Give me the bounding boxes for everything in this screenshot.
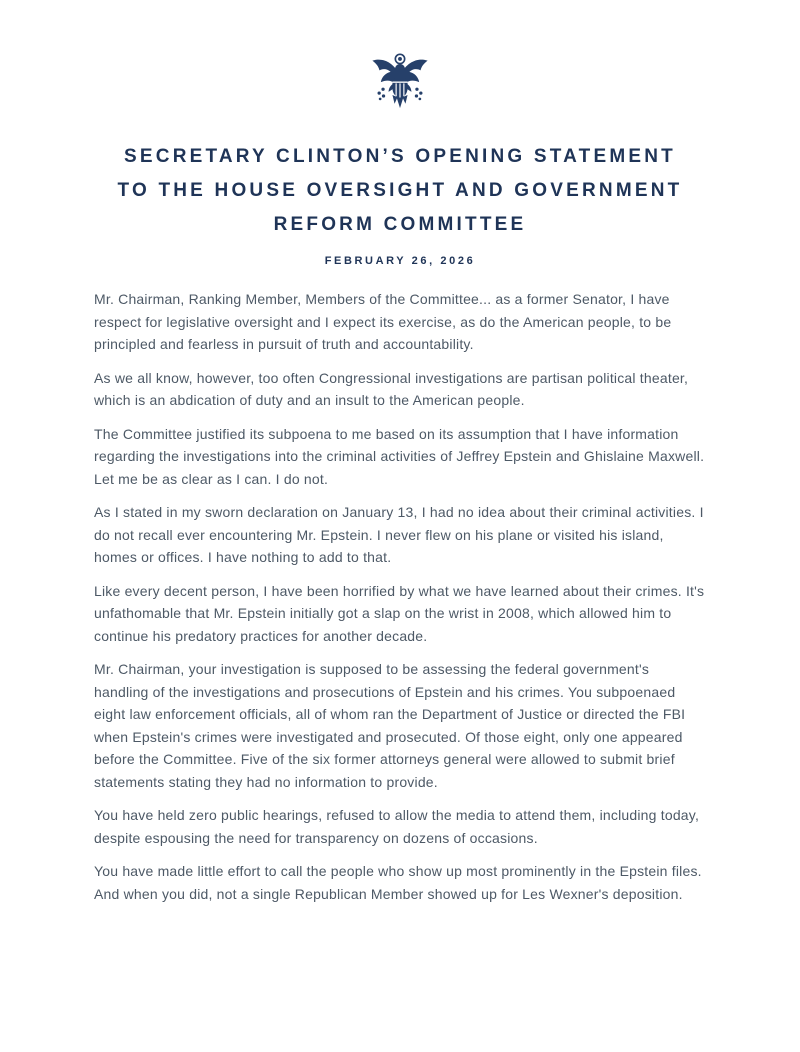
us-great-seal-eagle-icon	[369, 52, 431, 110]
document-page	[0, 52, 800, 1052]
paragraph-7: You have held zero public hearings, refused to allow the media to attend them, including today, despite espousing the need for transparency on dozens of occasions.	[94, 807, 700, 846]
paragraph-4: As I stated in my sworn declaration on January 13, I had no idea about their criminal activities. I do not recall ever encountering Mr. Epstein. I never flew on his plane or visited his island, homes or offices. I have nothing to add to that.	[94, 504, 704, 565]
title-line-1: SECRETARY CLINTON’S OPENING STATEMENT	[124, 146, 676, 167]
paragraph-1: Mr. Chairman, Ranking Member, Members of the Committee... as a former Senator, I have respect for legislative oversight and I expect its exercise, as do the American people, to be principled and fearless in pursuit of truth and accountability.	[94, 291, 672, 352]
paragraph-3: The Committee justified its subpoena to me based on its assumption that I have information regarding the investigations into the criminal activities of Jeffrey Epstein and Ghislaine Maxwell. Let me be as clear as I can. I do not.	[94, 425, 705, 487]
title-line-3: REFORM COMMITTEE	[273, 214, 527, 235]
paragraph-2: As we all know, however, too often Congressional investigations are partisan political theater, which is an abdication of duty and an insult to the American people.	[94, 369, 689, 408]
statement-date: FEBRUARY 26, 2026	[324, 255, 476, 267]
statement-body	[94, 288, 706, 905]
paragraph-8: You have made little effort to call the people who show up most prominently in the Epstein files. And when you did, not a single Republican Member showed up for Les Wexner's deposition.	[94, 863, 702, 902]
page-title	[70, 140, 730, 242]
title-line-2: TO THE HOUSE OVERSIGHT AND GOVERNMENT	[117, 180, 683, 201]
paragraph-5: Like every decent person, I have been horrified by what we have learned about their crimes. It's unfathomable that Mr. Epstein initially got a slap on the wrist in 2008, which allowed him to continue his predatory practices for another decade.	[94, 582, 705, 644]
paragraph-6: Mr. Chairman, your investigation is supposed to be assessing the federal government's handling of the investigations and prosecutions of Epstein and his crimes. You subpoenaed eight law enforcement officials, all of whom ran the Department of Justice or directed the FBI when Epstein's crimes were investigated and prosecuted. Of those eight, only one appeared before the Committee. Five of the six former attorneys general were allowed to submit brief statements stating they had no information to provide.	[94, 661, 686, 790]
